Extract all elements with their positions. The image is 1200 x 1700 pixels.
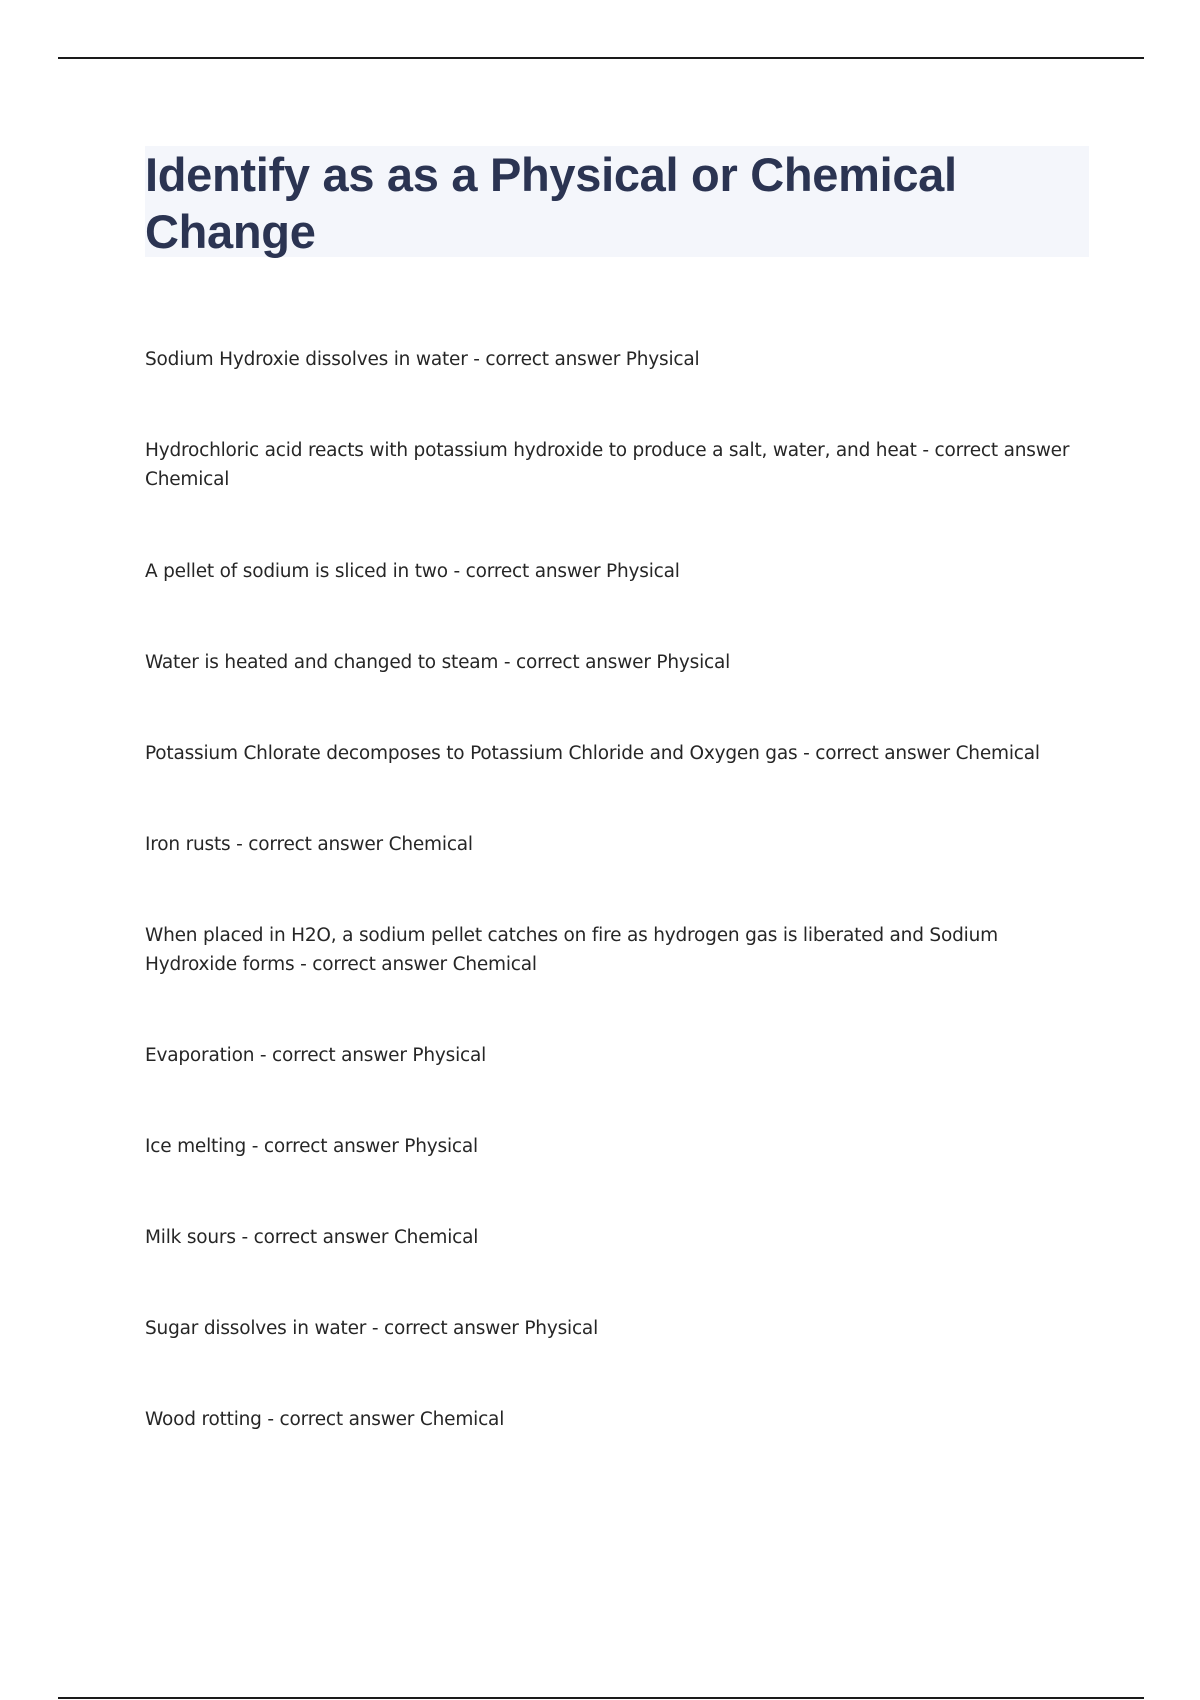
qa-item: Potassium Chlorate decomposes to Potassium Chloride and Oxygen gas - correct answer Chemical [145, 743, 1040, 764]
top-rule [58, 57, 1144, 59]
qa-item: Hydrochloric acid reacts with potassium hydroxide to produce a salt, water, and heat - correct answer Chemical [145, 440, 1070, 490]
bottom-rule [58, 1697, 1144, 1699]
qa-item: Evaporation - correct answer Physical [145, 1045, 487, 1066]
qa-item: Sugar dissolves in water - correct answer Physical [145, 1318, 599, 1339]
title-block [145, 146, 1089, 257]
page-title: Identify as as a Physical or Chemical Change [145, 148, 957, 258]
qa-item: When placed in H2O, a sodium pellet catches on fire as hydrogen gas is liberated and Sodium Hydroxide forms - correct answer Chemical [145, 925, 998, 975]
qa-item: Wood rotting - correct answer Chemical [145, 1409, 505, 1430]
qa-item: A pellet of sodium is sliced in two - correct answer Physical [145, 561, 680, 582]
qa-item: Sodium Hydroxie dissolves in water - correct answer Physical [145, 349, 700, 370]
qa-item: Milk sours - correct answer Chemical [145, 1227, 479, 1248]
qa-item: Ice melting - correct answer Physical [145, 1136, 478, 1157]
qa-item: Iron rusts - correct answer Chemical [145, 834, 473, 855]
qa-item: Water is heated and changed to steam - correct answer Physical [145, 652, 731, 673]
